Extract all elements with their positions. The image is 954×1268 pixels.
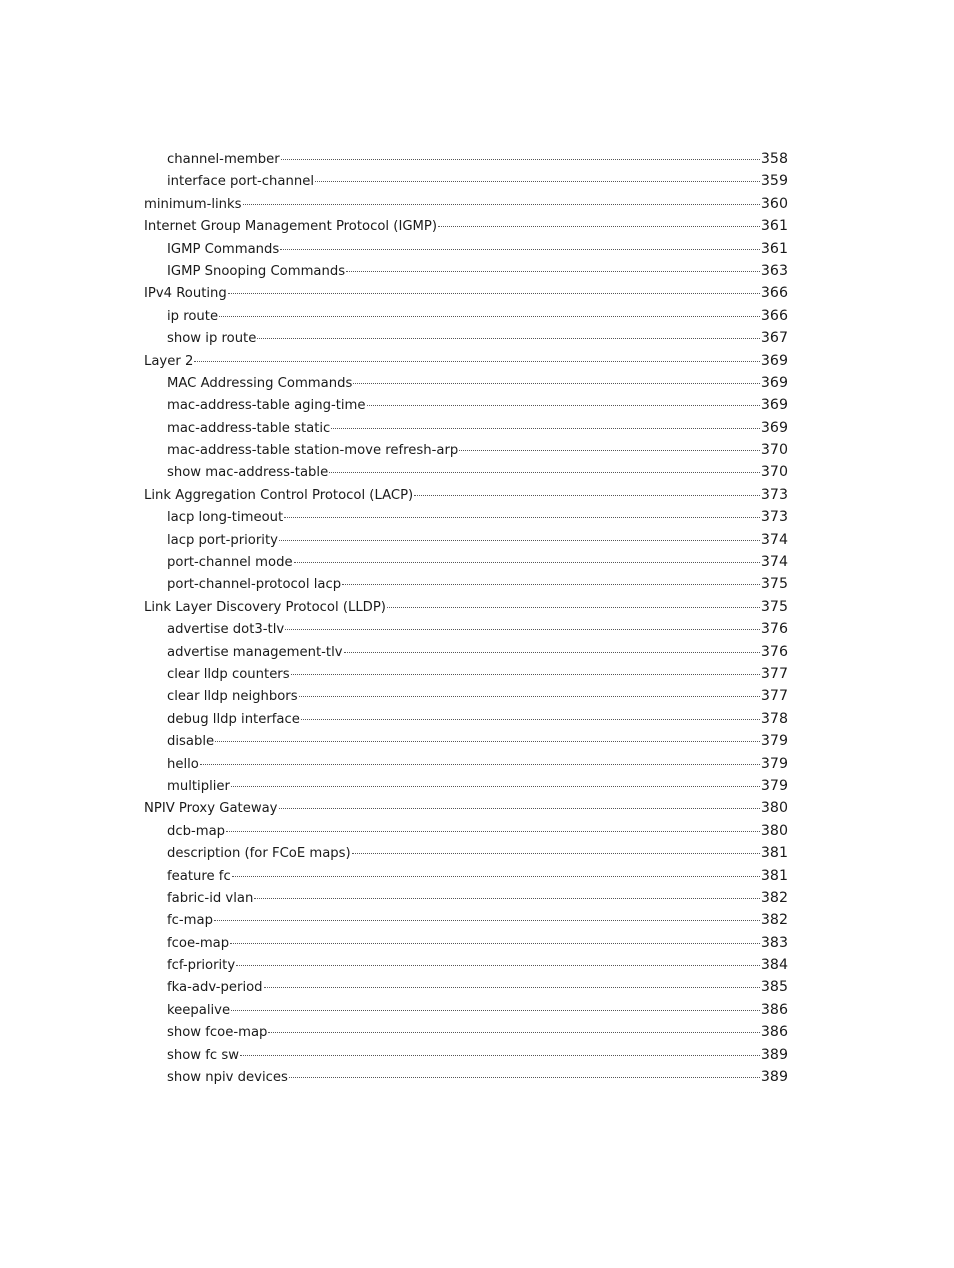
toc-entry-title: debug lldp interface [167,711,300,727]
toc-entry-page-number: 381 [760,867,788,884]
toc-entry[interactable] [144,753,788,775]
toc-entry[interactable] [144,282,788,304]
toc-entry-title: Link Aggregation Control Protocol (LACP) [144,487,414,503]
toc-entry-title: fc-map [167,913,213,929]
dot-leader [346,271,760,272]
toc-entry-page-number: 361 [760,240,788,257]
dot-leader [353,383,760,384]
toc-entry-title: feature fc [167,868,231,884]
dot-leader [284,517,760,518]
toc-entry-title: fka-adv-period [167,980,263,996]
toc-entry[interactable] [144,1044,788,1066]
dot-leader [301,719,760,720]
toc-entry-title: IGMP Commands [167,241,280,257]
toc-entry-title: ip route [167,308,219,324]
toc-entry-page-number: 382 [760,912,788,929]
toc-entry[interactable] [144,417,788,439]
dot-leader [438,226,760,227]
dot-leader [279,808,760,809]
dot-leader [367,405,760,406]
toc-entry-page-number: 377 [760,688,788,705]
toc-entry-page-number: 380 [760,800,788,817]
dot-leader [219,316,760,317]
toc-entry-page-number: 379 [760,755,788,772]
toc-entry-title: channel-member [167,152,280,167]
toc-entry-page-number: 386 [760,1001,788,1018]
dot-leader [240,1055,760,1056]
toc-entry-page-number: 389 [760,1046,788,1063]
toc-entry[interactable] [144,215,788,237]
dot-leader [291,674,760,675]
toc-entry-title: advertise management-tlv [167,644,343,660]
dot-leader [280,249,760,250]
toc-entry[interactable] [144,260,788,282]
toc-entry[interactable] [144,1066,788,1088]
toc-entry[interactable] [144,976,788,998]
toc-entry[interactable] [144,618,788,640]
dot-leader [194,361,760,362]
toc-entry-title: disable [167,734,215,750]
toc-entry[interactable] [144,350,788,372]
toc-entry[interactable] [144,775,788,797]
dot-leader [214,920,760,921]
dot-leader [329,472,760,473]
toc-entry-page-number: 375 [760,598,788,615]
dot-leader [243,204,760,205]
dot-leader [331,428,760,429]
toc-entry[interactable] [144,797,788,819]
toc-entry[interactable] [144,708,788,730]
toc-entry-title: lacp long-timeout [167,510,284,526]
toc-entry-title: mac-address-table aging-time [167,398,366,414]
toc-entry[interactable] [144,170,788,192]
dot-leader [215,741,760,742]
dot-leader [281,159,760,160]
toc-entry-title: NPIV Proxy Gateway [144,801,278,817]
dot-leader [344,652,760,653]
toc-entry-title: lacp port-priority [167,532,278,548]
dot-leader [226,831,760,832]
toc-entry-title: Link Layer Discovery Protocol (LLDP) [144,599,386,615]
dot-leader [294,562,760,563]
toc-entry-page-number: 378 [760,710,788,727]
dot-leader [352,853,760,854]
toc-entry-page-number: 380 [760,822,788,839]
toc-entry[interactable] [144,932,788,954]
toc-entry-title: minimum-links [144,196,242,212]
dot-leader [414,495,760,496]
toc-entry-page-number: 373 [760,509,788,526]
toc-entry-page-number: 379 [760,733,788,750]
toc-entry-title: IPv4 Routing [144,286,227,302]
toc-entry-title: dcb-map [167,823,226,839]
toc-entry-title: clear lldp neighbors [167,689,298,705]
toc-entry-page-number: 361 [760,218,788,235]
toc-entry-page-number: 377 [760,665,788,682]
toc-entry-title: IGMP Snooping Commands [167,263,346,279]
toc-entry[interactable] [144,506,788,528]
toc-entry-page-number: 382 [760,889,788,906]
dot-leader [228,293,760,294]
toc-entry[interactable] [144,327,788,349]
toc-entry-title: description (for FCoE maps) [167,846,351,862]
toc-entry-title: clear lldp counters [167,666,290,682]
toc-entry[interactable] [144,730,788,752]
toc-entry-page-number: 374 [760,531,788,548]
toc-entry-title: interface port-channel [167,174,314,190]
toc-entry[interactable] [144,820,788,842]
toc-entry[interactable] [144,439,788,461]
dot-leader [387,607,760,608]
toc-entry[interactable] [144,461,788,483]
toc-entry-page-number: 376 [760,621,788,638]
dot-leader [342,584,760,585]
toc-entry-page-number: 358 [760,151,788,167]
toc-entry-page-number: 367 [760,330,788,347]
toc-entry-page-number: 389 [760,1069,788,1086]
toc-entry[interactable] [144,551,788,573]
toc-entry[interactable] [144,193,788,215]
toc-entry[interactable] [144,865,788,887]
toc-entry[interactable] [144,954,788,976]
dot-leader [230,943,760,944]
toc-entry-title: fcoe-map [167,935,230,951]
toc-entry-page-number: 383 [760,934,788,951]
toc-entry[interactable] [144,842,788,864]
dot-leader [264,987,760,988]
dot-leader [231,1010,760,1011]
toc-entry-title: mac-address-table station-move refresh-arp [167,443,459,459]
toc-entry-page-number: 370 [760,442,788,459]
dot-leader [257,338,760,339]
dot-leader [459,450,760,451]
toc-entry[interactable] [144,372,788,394]
dot-leader [279,540,760,541]
dot-leader [200,764,760,765]
toc-entry-title: advertise dot3-tlv [167,622,285,638]
toc-entry-page-number: 374 [760,554,788,571]
dot-leader [236,965,760,966]
toc-entry[interactable] [144,1021,788,1043]
toc-entry-page-number: 369 [760,419,788,436]
dot-leader [268,1032,759,1033]
dot-leader [289,1077,760,1078]
toc-entry[interactable] [144,641,788,663]
toc-entry[interactable] [144,887,788,909]
toc-entry-title: fcf-priority [167,958,236,974]
dot-leader [299,696,760,697]
toc-entry-title: show npiv devices [167,1070,288,1086]
toc-entry-page-number: 363 [760,262,788,279]
toc-entry[interactable] [144,999,788,1021]
dot-leader [231,786,760,787]
dot-leader [285,629,760,630]
toc-entry-page-number: 360 [760,195,788,212]
toc-entry-page-number: 375 [760,576,788,593]
toc-entry-page-number: 381 [760,845,788,862]
toc-entry[interactable] [144,394,788,416]
toc-entry[interactable] [144,573,788,595]
toc-entry-title: show ip route [167,331,257,347]
toc-entry-title: MAC Addressing Commands [167,375,353,391]
toc-entry-title: fabric-id vlan [167,890,254,906]
toc-entry-title: port-channel mode [167,555,293,571]
toc-entry-title: Layer 2 [144,353,194,369]
toc-entry-title: Internet Group Management Protocol (IGMP) [144,219,438,235]
toc-entry[interactable] [144,238,788,260]
toc-entry[interactable] [144,663,788,685]
dot-leader [315,181,760,182]
toc-entry-title: multiplier [167,778,230,794]
toc-entry[interactable] [144,685,788,707]
toc-entry-page-number: 369 [760,397,788,414]
toc-entry[interactable] [144,148,788,170]
toc-entry-page-number: 384 [760,957,788,974]
toc-entry[interactable] [144,909,788,931]
toc-entry-page-number: 376 [760,643,788,660]
toc-entry-page-number: 366 [760,285,788,302]
toc-entry-page-number: 370 [760,464,788,481]
toc-entry[interactable] [144,596,788,618]
toc-entry[interactable] [144,305,788,327]
toc-entry[interactable] [144,529,788,551]
toc-entry-title: show fc sw [167,1047,240,1063]
toc-entry-page-number: 359 [760,173,788,190]
toc-entry-page-number: 366 [760,307,788,324]
dot-leader [232,876,760,877]
toc-entry-page-number: 369 [760,352,788,369]
table-of-contents [144,148,788,1088]
toc-entry-title: mac-address-table static [167,420,331,436]
toc-entry-title: keepalive [167,1002,231,1018]
toc-entry-page-number: 385 [760,979,788,996]
dot-leader [254,898,760,899]
toc-entry-title: show mac-address-table [167,465,329,481]
toc-entry-page-number: 386 [760,1024,788,1041]
toc-entry-page-number: 373 [760,486,788,503]
toc-entry-title: hello [167,756,199,772]
toc-entry-title: show fcoe-map [167,1025,268,1041]
toc-entry-page-number: 369 [760,374,788,391]
toc-entry-page-number: 379 [760,777,788,794]
toc-entry[interactable] [144,484,788,506]
toc-entry-title: port-channel-protocol lacp [167,577,342,593]
